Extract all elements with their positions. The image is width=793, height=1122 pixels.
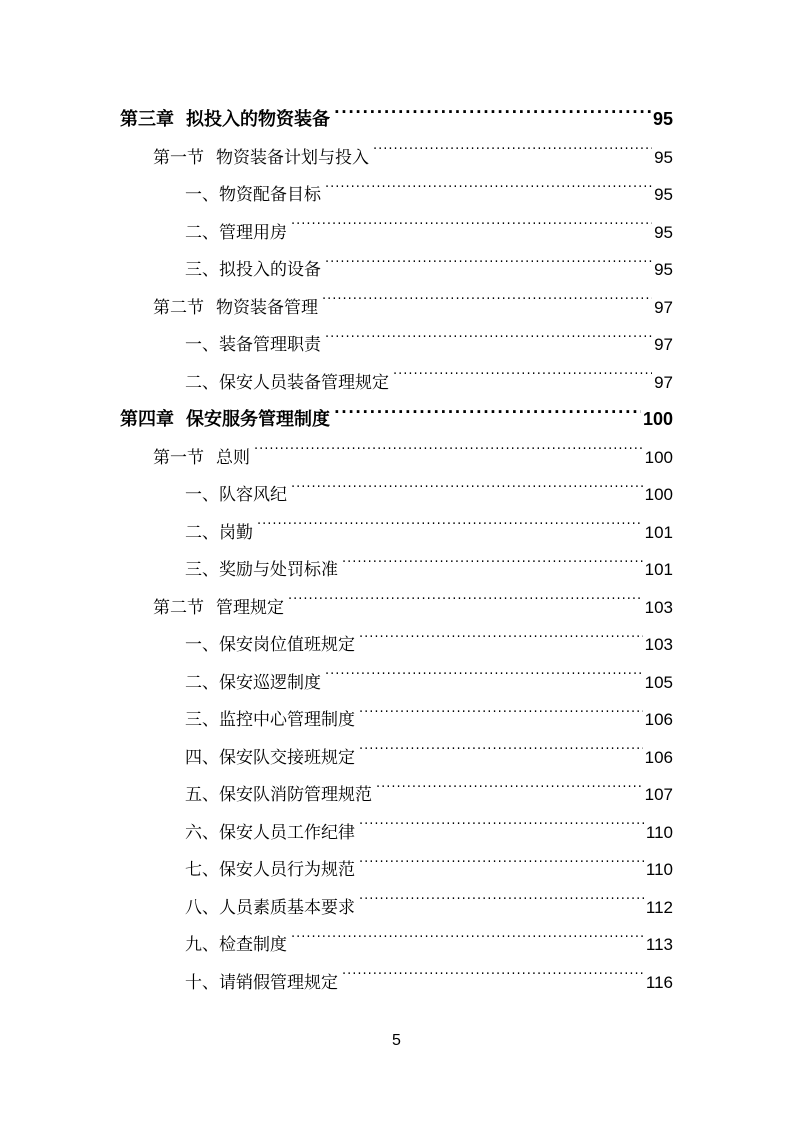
toc-entry-page: 101 (644, 560, 673, 579)
toc-entry-number: 六、 (185, 822, 219, 843)
toc-entry-page: 100 (644, 447, 673, 467)
toc-item-entry[interactable] (120, 926, 673, 964)
dot-leader (334, 107, 651, 125)
toc-item-entry[interactable] (120, 739, 673, 777)
toc-entry-title: 总则 (216, 447, 250, 468)
toc-entry-page: 95 (654, 222, 673, 242)
toc-entry-page: 95 (654, 260, 673, 279)
toc-entry-number: 四、 (185, 747, 219, 768)
toc-entry-number: 八、 (185, 897, 219, 918)
dot-leader (334, 407, 641, 425)
dot-leader (359, 708, 643, 725)
toc-entry-page: 106 (644, 710, 673, 729)
toc-item-entry[interactable] (120, 776, 673, 814)
toc-entry-title: 管理规定 (216, 597, 284, 618)
toc-entry-page: 97 (654, 372, 673, 392)
toc-entry-page: 101 (644, 522, 673, 542)
dot-leader (359, 633, 643, 650)
toc-entry-title: 保安人员装备管理规定 (219, 372, 389, 393)
toc-entry-title: 装备管理职责 (219, 335, 321, 355)
toc-entry-page: 97 (654, 335, 673, 354)
toc-entry-page: 95 (654, 147, 673, 167)
toc-entry-page: 106 (644, 747, 673, 767)
toc-entry-title: 人员素质基本要求 (219, 897, 355, 918)
toc-entry-title: 请销假管理规定 (219, 972, 338, 993)
toc-entry-title: 保安巡逻制度 (219, 672, 321, 693)
toc-entry-number: 一、 (185, 485, 219, 505)
dot-leader (254, 446, 643, 463)
toc-entry-title: 物资装备计划与投入 (216, 147, 369, 168)
dot-leader (291, 221, 652, 238)
toc-entry-title: 管理用房 (219, 222, 287, 243)
dot-leader (359, 821, 644, 838)
toc-chapter-entry[interactable] (120, 101, 673, 139)
toc-entry-number: 二、 (185, 672, 219, 693)
toc-entry-page: 112 (645, 897, 673, 917)
dot-leader (325, 671, 643, 688)
toc-entry-page: 107 (644, 785, 673, 804)
toc-entry-title: 拟投入的设备 (219, 260, 321, 280)
toc-item-entry[interactable] (120, 251, 673, 289)
toc-item-entry[interactable] (120, 326, 673, 364)
toc-entry-title: 监控中心管理制度 (219, 710, 355, 730)
dot-leader (322, 296, 652, 313)
toc-item-entry[interactable] (120, 626, 673, 664)
toc-entry-number: 二、 (185, 372, 219, 393)
toc-entry-page: 97 (654, 297, 673, 317)
toc-chapter-entry[interactable] (120, 401, 673, 439)
toc-entry-page: 100 (642, 409, 673, 429)
toc-entry-page: 110 (645, 822, 673, 842)
dot-leader (325, 183, 652, 200)
toc-entry-number: 七、 (185, 860, 219, 880)
toc-section-entry[interactable] (120, 289, 673, 327)
toc-entry-number: 第二节 (153, 297, 204, 318)
toc-entry-number: 三、 (185, 260, 219, 280)
toc-entry-title: 保安岗位值班规定 (219, 635, 355, 655)
toc-entry-number: 五、 (185, 785, 219, 805)
dot-leader (325, 258, 652, 275)
toc-entry-page: 113 (645, 935, 673, 954)
toc-entry-number: 第四章 (120, 409, 174, 430)
dot-leader (288, 596, 643, 613)
toc-item-entry[interactable] (120, 889, 673, 927)
dot-leader (376, 783, 643, 800)
dot-leader (257, 521, 643, 538)
toc-section-entry[interactable] (120, 589, 673, 627)
toc-entry-title: 奖励与处罚标准 (219, 560, 338, 580)
toc-entry-page: 116 (645, 972, 673, 992)
toc-item-entry[interactable] (120, 176, 673, 214)
page-number: 5 (392, 1032, 401, 1049)
toc-entry-number: 第一节 (153, 447, 204, 468)
toc-entry-page: 105 (644, 672, 673, 692)
toc-entry-number: 十、 (185, 972, 219, 993)
toc-entry-number: 第二节 (153, 597, 204, 618)
toc-entry-title: 物资配备目标 (219, 185, 321, 205)
toc-entry-title: 检查制度 (219, 935, 287, 955)
toc-section-entry[interactable] (120, 439, 673, 477)
toc-entry-page: 103 (644, 597, 673, 617)
toc-entry-title: 岗勤 (219, 522, 253, 543)
toc-item-entry[interactable] (120, 364, 673, 402)
dot-leader (325, 333, 652, 350)
toc-item-entry[interactable] (120, 964, 673, 1002)
toc-entry-title: 物资装备管理 (216, 297, 318, 318)
toc-entry-number: 九、 (185, 935, 219, 955)
toc-entry-number: 一、 (185, 185, 219, 205)
toc-entry-number: 三、 (185, 710, 219, 730)
toc-entry-title: 保安队消防管理规范 (219, 785, 372, 805)
toc-item-entry[interactable] (120, 851, 673, 889)
toc-entry-number: 第一节 (153, 147, 204, 168)
toc-entry-number: 一、 (185, 335, 219, 355)
dot-leader (373, 146, 652, 163)
toc-section-entry[interactable] (120, 139, 673, 177)
dot-leader (393, 371, 652, 388)
toc-entry-number: 三、 (185, 560, 219, 580)
toc-entry-title: 保安人员工作纪律 (219, 822, 355, 843)
dot-leader (359, 858, 644, 875)
toc-entry-number: 第三章 (120, 109, 174, 130)
dot-leader (291, 933, 644, 950)
toc-item-entry[interactable] (120, 514, 673, 552)
toc-entry-title: 队容风纪 (219, 485, 287, 505)
dot-leader (359, 896, 644, 913)
toc-entry-page: 95 (654, 185, 673, 204)
toc-item-entry[interactable] (120, 551, 673, 589)
toc-entry-title: 保安队交接班规定 (219, 747, 355, 768)
toc-entry-title: 保安服务管理制度 (186, 409, 330, 430)
toc-item-entry[interactable] (120, 214, 673, 252)
toc-item-entry[interactable] (120, 476, 673, 514)
toc-entry-number: 一、 (185, 635, 219, 655)
toc-entry-title: 保安人员行为规范 (219, 860, 355, 880)
dot-leader (291, 483, 643, 500)
toc-entry-title: 拟投入的物资装备 (186, 109, 330, 130)
toc-entry-page: 103 (644, 635, 673, 654)
dot-leader (359, 746, 643, 763)
toc-entry-page: 110 (645, 860, 673, 879)
table-of-contents (120, 101, 673, 1001)
toc-entry-page: 100 (644, 485, 673, 504)
toc-item-entry[interactable] (120, 701, 673, 739)
toc-entry-number: 二、 (185, 222, 219, 243)
toc-item-entry[interactable] (120, 814, 673, 852)
toc-item-entry[interactable] (120, 664, 673, 702)
toc-entry-page: 95 (652, 109, 673, 129)
dot-leader (342, 558, 643, 575)
toc-entry-number: 二、 (185, 522, 219, 543)
dot-leader (342, 971, 644, 988)
